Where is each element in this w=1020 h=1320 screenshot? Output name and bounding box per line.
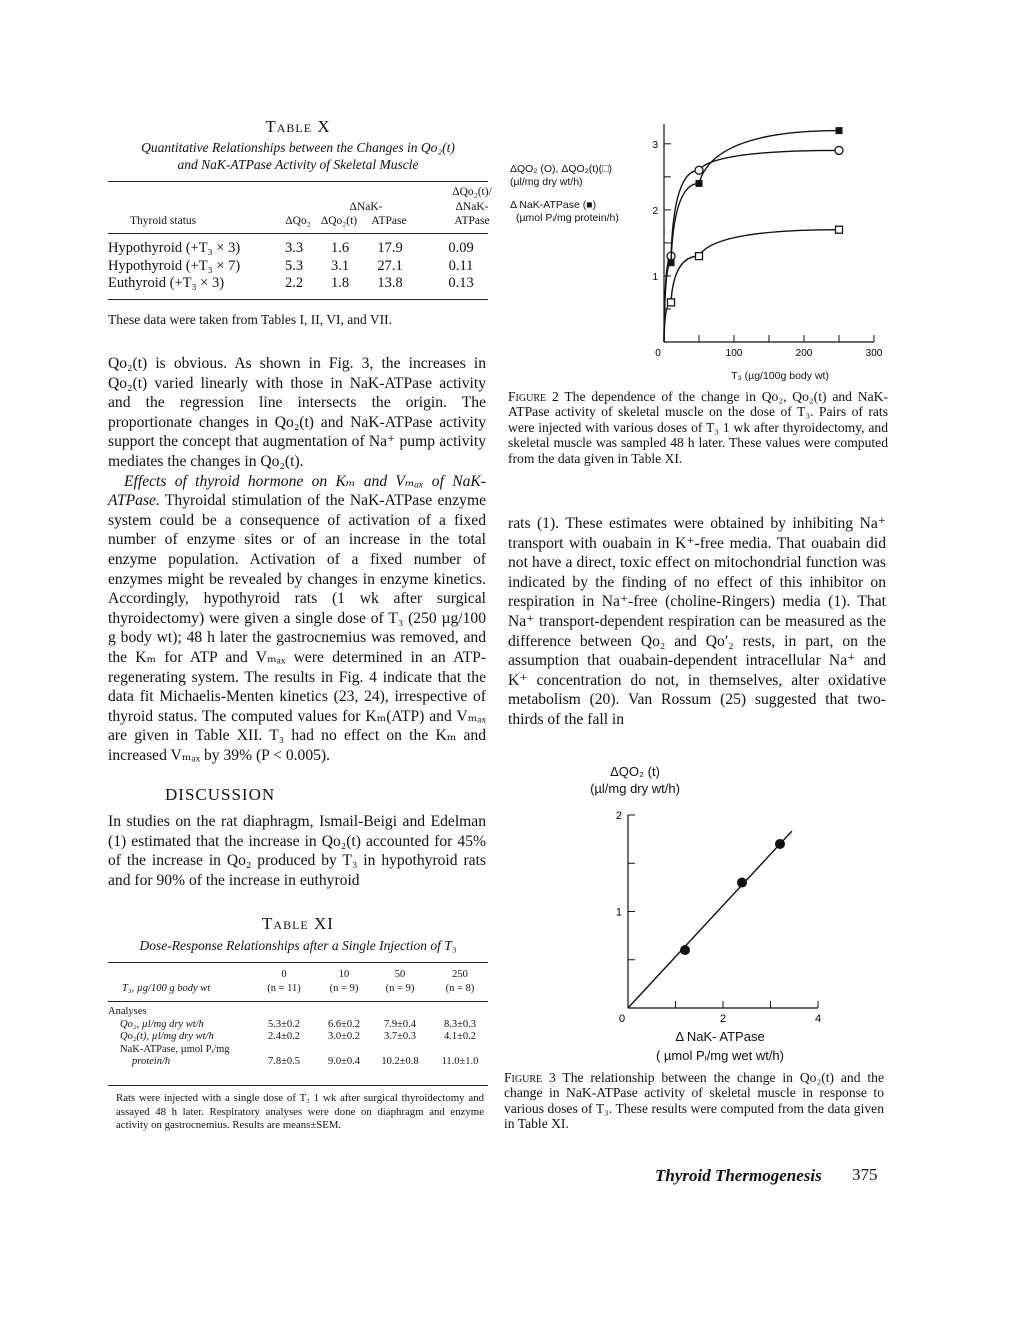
table-xi-dose: 250 bbox=[452, 969, 468, 980]
table-xi-cell: 9.0±0.4 bbox=[327, 1056, 360, 1067]
right-column-text bbox=[508, 514, 886, 730]
table-xi-cell: 3.0±0.2 bbox=[327, 1031, 360, 1042]
figure2-series-line bbox=[664, 131, 839, 342]
figure2-caption-text: The dependence of the change in Qo₂, Qo₂(t) and NaK-ATPase activity of skeletal muscle on the dose of T₃. Pairs of rats were injected with various doses of T₃ 1 wk after thyroidectomy, and skeletal muscle was sampled 48 h later. These values were computed from the data given in Table XI. bbox=[508, 389, 889, 466]
figure3-y-tick-label: 2 bbox=[615, 810, 622, 822]
figure2-x-tick-label: 200 bbox=[795, 348, 813, 359]
figure3-caption-text: The relationship between the change in Qo₂(t) and the change in NaK-ATPase activity of skeletal muscle in response to various doses of T₃. These results were computed from the data given in Table XI. bbox=[504, 1070, 884, 1132]
table-x-cell-status: Hypothyroid (+T₃ × 7) bbox=[108, 257, 241, 274]
table-x-cell-dnak: 27.1 bbox=[377, 257, 403, 274]
figure3-x-tick-label: 4 bbox=[814, 1013, 822, 1025]
table-xi-header-rule bbox=[108, 1001, 488, 1002]
figure3-xlabel-line: Δ NaK- ATPase bbox=[675, 1029, 765, 1044]
page-number: 375 bbox=[852, 1165, 878, 1184]
paragraph: In studies on the rat diaphragm, Ismail-Beigi and Edelman (1) estimated that the increase in Qo₂(t) accounted for 45% of the increase in Qo₂ produced by T₃ in hypothyroid rats and for 90% of the increase in euthyroid bbox=[108, 813, 486, 889]
table-x-subtitle-line1: Quantitative Relationships between the Changes in Qo₂(t) bbox=[141, 140, 455, 155]
table-xi-bottom-rule bbox=[108, 1085, 488, 1086]
figure2-y-tick-label: 3 bbox=[652, 139, 658, 151]
table-x-cell-ratio: 0.13 bbox=[448, 275, 474, 291]
figure2-x-tick-label: 300 bbox=[865, 348, 883, 359]
table-x-cell-dqo2t: 1.6 bbox=[330, 240, 350, 256]
table-xi-n: (n = 11) bbox=[267, 983, 301, 994]
table-xi-cell: 2.4±0.2 bbox=[267, 1031, 300, 1042]
table-x-header-ratio-mid: ΔNaK- bbox=[455, 201, 489, 213]
paragraph: Qo₂(t) is obvious. As shown in Fig. 3, the increases in Qo₂(t) varied linearly with those in NaK-ATPase activity and the regression line intersects the origin. The proportionate changes in Qo₂(t) and NaK-ATPase activity support the concept that augmentation of Na⁺ pump activity mediates the changes in Qo₂(t). bbox=[108, 355, 486, 470]
table-xi-section: Analyses bbox=[108, 1006, 147, 1017]
table-xi-cell: 10.2±0.8 bbox=[381, 1056, 419, 1067]
section-heading: DISCUSSION bbox=[165, 785, 276, 804]
table-x-cell-dnak: 17.9 bbox=[377, 240, 403, 256]
paragraph bbox=[108, 472, 486, 766]
figure2-point-open-square bbox=[668, 299, 675, 306]
table-row bbox=[108, 1031, 488, 1044]
running-title: Thyroid Thermogenesis bbox=[655, 1166, 822, 1185]
table-x-cell-dqo2t: 1.8 bbox=[330, 275, 350, 291]
table-x-subtitle-line2: and NaK-ATPase Activity of Skeletal Muscle bbox=[177, 157, 419, 172]
table-x-title: Table X bbox=[265, 117, 331, 136]
figure3-point bbox=[737, 878, 747, 888]
table-x-cell-dqo2t: 3.1 bbox=[330, 257, 350, 274]
table-x-cell-dqo2: 3.3 bbox=[284, 240, 304, 256]
figure2-xlabel: T₃ (µg/100g body wt) bbox=[731, 370, 829, 382]
table-row bbox=[108, 240, 488, 258]
table-xi-top-rule bbox=[108, 962, 488, 963]
figure3-point bbox=[680, 945, 690, 955]
table-xi-cell: 11.0±1.0 bbox=[441, 1056, 479, 1067]
table-x-header-rule bbox=[108, 233, 488, 234]
figure2-x-tick-label: 0 bbox=[655, 348, 661, 359]
left-column-text bbox=[108, 354, 486, 765]
table-row bbox=[108, 1044, 488, 1057]
figure3-regression-line bbox=[628, 831, 792, 1008]
table-x-header-dqo2: ΔQo₂ bbox=[285, 215, 311, 227]
table-row bbox=[108, 275, 488, 293]
figure2-legend-line: Δ NaK-ATPase (■) bbox=[510, 199, 597, 211]
table-xi-footnote: Rats were injected with a single dose of T₃ 1 wk after surgical thyroidectomy and assayed 48 h later. Respiratory analyses were done on diaphragm and enzyme activity on gastrocnemius. Results are means±SEM. bbox=[116, 1092, 484, 1131]
table-x-cell-ratio: 0.09 bbox=[448, 240, 474, 256]
figure3-caption-label: Figure 3 bbox=[504, 1070, 556, 1085]
table-x-header-dnak-top: ΔNaK- bbox=[349, 201, 383, 213]
table-row bbox=[108, 1019, 488, 1032]
table-xi-cell: 8.3±0.3 bbox=[443, 1018, 476, 1030]
table-xi-cell: 7.9±0.4 bbox=[383, 1018, 416, 1030]
table-xi-label-cont: protein/h bbox=[132, 1056, 171, 1067]
figure2-point-filled-square bbox=[836, 127, 843, 134]
table-xi-cell: 3.7±0.3 bbox=[383, 1031, 416, 1042]
figure3-y-tick-label: 1 bbox=[615, 906, 622, 919]
table-x-header-status: Thyroid status bbox=[130, 215, 197, 227]
figure3-caption bbox=[504, 1070, 884, 1132]
figure3-chart bbox=[600, 800, 840, 1025]
figure3-xlabel bbox=[620, 1027, 820, 1065]
figure2-caption bbox=[508, 389, 888, 466]
figure2-y-tick-label: 2 bbox=[652, 205, 658, 217]
figure2-x-tick-label: 100 bbox=[725, 348, 743, 359]
table-xi-label: Qo₂(t), µl/mg dry wt/h bbox=[120, 1031, 214, 1042]
figure2-point-open-circle bbox=[695, 166, 703, 174]
figure2-point-filled-square bbox=[696, 180, 703, 187]
table-x-subtitle bbox=[108, 139, 488, 173]
table-x-top-rule bbox=[108, 181, 488, 182]
table-x-body bbox=[108, 240, 488, 293]
figure2-chart bbox=[600, 110, 910, 395]
figure2-legend-line: ΔQO₂ (O), ΔQO₂(t)(□) bbox=[510, 163, 613, 175]
table-xi-label: NaK-ATPase, µmol Pᵢ/mg bbox=[120, 1043, 230, 1055]
table-x-header-ratio-bottom: ATPase bbox=[454, 215, 490, 227]
table-xi-n: (n = 8) bbox=[445, 983, 475, 994]
table-x-cell-status: Euthyroid (+T₃ × 3) bbox=[108, 275, 225, 291]
table-xi-row-header: T₃, µg/100 g body wt bbox=[122, 983, 211, 994]
figure3-xlabel-line: ( µmol Pᵢ/mg wet wt/h) bbox=[655, 1048, 784, 1063]
table-x-cell-dqo2: 2.2 bbox=[284, 275, 304, 291]
table-xi-dose: 10 bbox=[338, 969, 350, 980]
table-x-cell-ratio: 0.11 bbox=[448, 257, 474, 274]
table-xi-label: Qo₂, µl/mg dry wt/h bbox=[120, 1018, 204, 1030]
figure2-point-open-square bbox=[696, 253, 703, 260]
table-xi-cell: 6.6±0.2 bbox=[327, 1018, 360, 1030]
figure2-point-open-circle bbox=[835, 146, 843, 154]
table-xi-dose: 0 bbox=[281, 969, 287, 980]
figure2-legend-line: (µmol Pᵢ/mg protein/h) bbox=[516, 212, 619, 224]
figure2-point-open-square bbox=[836, 226, 843, 233]
table-x-cell-dqo2: 5.3 bbox=[284, 257, 304, 274]
figure2-point-filled-square bbox=[668, 259, 675, 266]
figure2-series-line bbox=[664, 150, 839, 342]
paragraph: rats (1). These estimates were obtained by inhibiting Na⁺ transport with ouabain in K⁺-free media. That ouabain did not have a direct, toxic effect on mitochondrial function was indicated by the finding of no effect of this inhibitor on respiration in Na⁺-free (choline-Ringers) media (1). That Na⁺ transport-dependent respiration can be measured as the difference between Qo₂ and Qo′₂ rests, in part, on the assumption that ouabain-dependent intracellular Na⁺ and K⁺ concentration do not, in themselves, alter oxidative metabolism (20). Van Rossum (25) suggested that two-thirds of the fall in bbox=[508, 515, 886, 728]
table-x-cell-dnak: 13.8 bbox=[377, 275, 403, 291]
figure3-ylabel-line: ΔQO₂ (t) bbox=[610, 764, 660, 779]
paragraph-body: Thyroidal stimulation of the NaK-ATPase enzyme system could be a consequence of activation of a fixed number of enzyme sites or of an increase in the total enzyme population. Activation of a fixed number of enzymes might be revealed by changes in enzyme kinetics. Accordingly, hypothyroid rats (1 wk after surgical thyroidectomy) were given a single dose of T₃ (250 µg/100 g body wt); 48 h later the gastrocnemius was removed, and the Kₘ for ATP and Vₘₐₓ were determined in an ATP-regenerating system. The results in Fig. 4 indicate that the data fit Michaelis-Menten kinetics (23, 24), irrespective of thyroid status. The computed values for Kₘ(ATP) and Vₘₐₓ are given in Table XII. T₃ had no effect on the Kₘ and increased Vₘₐₓ by 39% (P < 0.005). bbox=[108, 492, 486, 764]
table-x-cell-status: Hypothyroid (+T₃ × 3) bbox=[108, 240, 241, 256]
figure2-series-line bbox=[664, 230, 839, 342]
left-column-discussion bbox=[108, 812, 486, 890]
table-xi-cell: 5.3±0.2 bbox=[267, 1018, 300, 1030]
figure3-point bbox=[775, 839, 785, 849]
figure2-y-tick-label: 1 bbox=[652, 271, 658, 283]
table-xi-n: (n = 9) bbox=[329, 983, 359, 994]
table-xi-title: Table XI bbox=[262, 914, 334, 933]
table-xi-cell: 7.8±0.5 bbox=[267, 1056, 300, 1067]
table-xi-cell: 4.1±0.2 bbox=[443, 1031, 476, 1042]
table-x-footnote: These data were taken from Tables I, II, VI, and VII. bbox=[108, 312, 392, 327]
table-xi-body bbox=[108, 1006, 488, 1069]
figure2-legend-line: (µl/mg dry wt/h) bbox=[510, 176, 583, 188]
table-x-header-dqo2t: ΔQo₂(t) bbox=[320, 215, 358, 227]
table-x-header-ratio-top: ΔQo₂(t)/ bbox=[452, 186, 492, 198]
table-row bbox=[108, 1056, 488, 1069]
table-xi-dose: 50 bbox=[394, 969, 406, 980]
figure2-caption-label: Figure 2 bbox=[508, 389, 559, 404]
paragraph-heading: Effects of thyroid hormone on Kₘ and Vₘₐₓ of NaK-ATPase. bbox=[108, 472, 486, 510]
figure3-x-tick-label: 2 bbox=[719, 1013, 727, 1025]
table-xi-subtitle: Dose-Response Relationships after a Single Injection of T₃ bbox=[139, 938, 457, 953]
table-x-header-dnak-bottom: ATPase bbox=[371, 215, 407, 227]
table-row bbox=[108, 258, 488, 276]
table-xi-n: (n = 9) bbox=[385, 983, 415, 994]
figure3-x-tick-label: 0 bbox=[618, 1013, 626, 1025]
table-x-bottom-rule bbox=[108, 299, 488, 300]
figure3-ylabel-line: (µl/mg dry wt/h) bbox=[590, 781, 680, 796]
figure3-ylabel bbox=[560, 763, 710, 797]
